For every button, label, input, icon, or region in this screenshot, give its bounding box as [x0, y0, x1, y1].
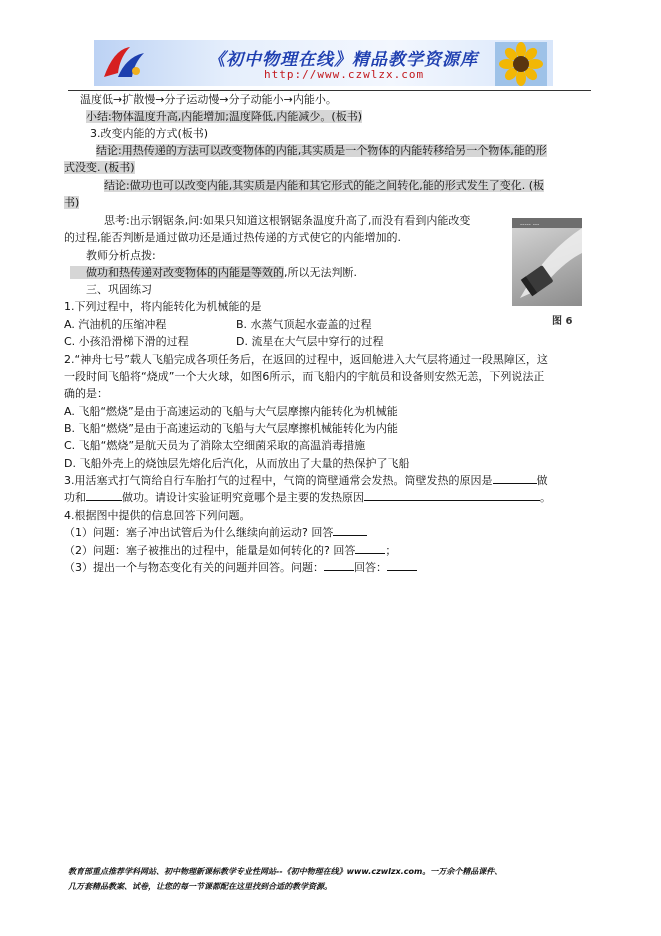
conclusion-heat-transfer-1: 结论:用热传递的方法可以改变物体的内能,其实质是一个物体的内能转移给另一个物体,能的形	[96, 144, 547, 157]
q3-blank-2[interactable]	[86, 489, 122, 501]
text-line-diffusion: 温度低→扩散慢→分子运动慢→分子动能小→内能小。	[80, 93, 337, 106]
q3-end-mark: 。	[540, 491, 551, 504]
section-heading-practice: 三、巩固练习	[86, 283, 152, 296]
summary-text: 小结:物体温度升高,内能增加;温度降低,内能减少。(板书)	[86, 110, 362, 123]
site-logo-icon	[100, 43, 148, 83]
section-heading-methods: 3.改变内能的方式(板书)	[90, 127, 209, 140]
q1-option-d: D. 流星在大气层中穿行的过程	[236, 335, 384, 348]
equivalence-highlight: 做功和热传递对改变物体的内能是等效的	[70, 266, 284, 279]
question-3-line-1: 3.用活塞式打气筒给自行车胎打气的过程中，气筒的筒壁通常会发热。筒壁发热的原因是	[64, 474, 493, 487]
footer-line-1: 教育部重点推荐学科网站、初中物理新课标教学专业性网站--《初中物理在线》www.czwlzx.com。一万余个精品课件、	[68, 867, 503, 876]
footer-line-2: 几万套精品教案、试卷，让您的每一节课都配在这里找到合适的教学资源。	[68, 882, 332, 891]
q2-option-b: B. 飞船“燃烧”是由于高速运动的飞船与大气层摩擦机械能转化为内能	[64, 422, 398, 435]
question-2-line-3: 确的是：	[64, 387, 108, 400]
q3-blank-3[interactable]	[364, 489, 540, 501]
q1-option-b: B. 水蒸气顶起水壶盖的过程	[236, 318, 372, 331]
q4-part-3-answer: 回答：	[354, 561, 387, 574]
conclusion-work-1: 结论:做功也可以改变内能,其实质是内能和其它形式的能之间转化,能的形式发生了变化. (板	[104, 179, 544, 192]
q4-2-answer-blank[interactable]	[355, 542, 385, 554]
q4-3-answer-blank[interactable]	[387, 559, 417, 571]
banner-title: 《初中物理在线》精品教学资源库	[208, 50, 478, 70]
q3-blank-1[interactable]	[493, 472, 537, 484]
think-question-2: 的过程,能否判断是通过做功还是通过热传递的方式使它的内能增加的.	[64, 231, 401, 244]
q4-part-2: （2）问题：塞子被推出的过程中，能量是如何转化的? 回答	[64, 544, 356, 557]
q4-3-question-blank[interactable]	[324, 559, 354, 571]
q4-part-1: （1）问题：塞子冲出试管后为什么继续向前运动? 回答	[64, 526, 334, 539]
q2-option-a: A. 飞船“燃烧”是由于高速运动的飞船与大气层摩擦内能转化为机械能	[64, 405, 398, 418]
figure-6-image	[512, 218, 582, 306]
conclusion-work-2: 书)	[64, 196, 80, 209]
question-1: 1.下列过程中，将内能转化为机械能的是	[64, 300, 262, 313]
think-question-1: 思考:出示钢锯条,问:如果只知道这根钢锯条温度升高了,而没有看到内能改变	[104, 214, 471, 227]
q2-option-d: D. 飞船外壳上的烧蚀层先熔化后汽化，从而放出了大量的热保护了飞船	[64, 457, 410, 470]
q4-part-3: （3）提出一个与物态变化有关的问题并回答。问题：	[64, 561, 324, 574]
header-banner	[94, 40, 553, 86]
q3-word-do: 做	[536, 474, 548, 487]
svg-text:----- ---: ----- ---	[520, 221, 540, 228]
banner-url[interactable]: http://www.czwlzx.com	[264, 68, 425, 81]
q1-option-a: A. 汽油机的压缩冲程	[64, 318, 167, 331]
equivalence-rest: ,所以无法判断.	[284, 266, 357, 279]
figure-6-caption: 图 6	[552, 316, 573, 327]
question-2-line-2: 一段时间飞船将“烧成”一个大火球，如图6所示，而飞船内的宇航员和设备则安然无恙，下列说法正	[64, 370, 545, 383]
spacecraft-reentry-icon	[512, 218, 582, 306]
conclusion-heat-transfer-2: 式没变. (板书)	[64, 161, 135, 174]
q3-word-gonghe: 功和	[64, 491, 86, 504]
q2-option-c: C. 飞船“燃烧”是航天员为了消除太空细菌采取的高温消毒措施	[64, 439, 366, 452]
q4-part-2-end: ；	[385, 544, 397, 557]
q4-1-answer-blank[interactable]	[333, 524, 367, 536]
page-footer	[68, 864, 608, 894]
question-3-line-2: 做功。请设计实验证明究竟哪个是主要的发热原因	[122, 491, 364, 504]
q1-option-c: C. 小孩沿滑梯下滑的过程	[64, 335, 189, 348]
sunflower-icon	[495, 42, 547, 86]
question-2-line-1: 2.“神舟七号”载人飞船完成各项任务后，在返回的过程中，返回舱进入大气层将通过一段黑障区，这	[64, 353, 548, 366]
question-4: 4.根据图中提供的信息回答下列问题。	[64, 509, 251, 522]
teacher-analysis-label: 教师分析点拨:	[86, 249, 156, 262]
